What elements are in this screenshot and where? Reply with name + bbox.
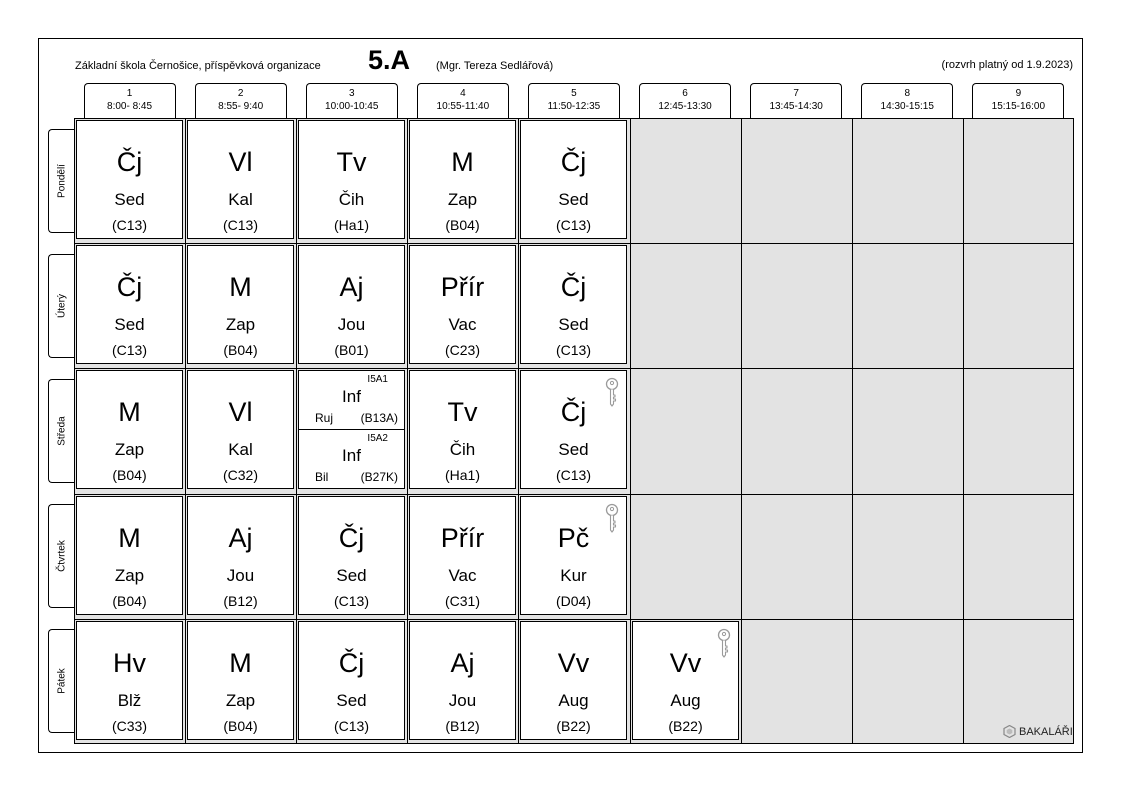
lesson-cell [187, 370, 294, 489]
teacher: Jou [337, 315, 366, 334]
lesson-cell [187, 621, 294, 740]
lesson-cell [632, 621, 739, 740]
subject: Vv [557, 648, 590, 678]
subject: Čj [116, 147, 143, 177]
group-name: I5A2 [367, 433, 388, 444]
teacher: Sed [336, 566, 367, 585]
lesson-cell [187, 120, 294, 239]
day-name: Pondělí [56, 163, 67, 198]
lesson-cell [520, 370, 627, 489]
room: (C13) [222, 217, 258, 233]
room: (D04) [555, 593, 591, 609]
teacher: Sed [336, 691, 367, 710]
lesson-cell [409, 245, 516, 364]
lesson-cell [520, 496, 627, 615]
period-number: 7 [793, 88, 799, 99]
grid-line-horizontal [74, 368, 1074, 369]
room: (C13) [111, 217, 147, 233]
teacher: Aug [670, 691, 701, 710]
room: (C32) [222, 467, 258, 483]
period-header [972, 83, 1064, 118]
lesson-cell [298, 370, 405, 489]
grid-line-vertical [630, 118, 631, 744]
teacher: Zap [225, 691, 256, 710]
day-label [48, 379, 74, 483]
bakalari-logo-text: BAKALÁŘI [1019, 726, 1073, 738]
lesson-cell [298, 621, 405, 740]
teacher: Blž [117, 691, 142, 710]
school-name: Základní škola Černošice, příspěvková organizace [75, 60, 321, 72]
room: (C13) [111, 342, 147, 358]
grid-line-vertical [852, 118, 853, 744]
subject: M [451, 147, 474, 177]
lesson-cell [187, 496, 294, 615]
subject: Inf [342, 387, 361, 406]
lesson-cell [76, 496, 183, 615]
bakalari-logo-icon [1003, 725, 1016, 738]
subject: Hv [113, 648, 146, 678]
day-label [48, 254, 74, 358]
subject: Vl [228, 147, 253, 177]
subject: Vl [228, 397, 253, 427]
subject: Tv [447, 397, 478, 427]
period-header [861, 83, 953, 118]
period-number: 6 [682, 88, 688, 99]
period-number: 9 [1015, 88, 1022, 99]
lesson-group [299, 430, 404, 488]
subject: Čj [560, 397, 587, 427]
key-icon [605, 377, 619, 407]
teacher: Zap [447, 190, 478, 209]
lesson-cell [76, 621, 183, 740]
day-label [48, 504, 74, 608]
lesson-cell [520, 245, 627, 364]
teacher: Sed [558, 440, 589, 459]
room: (Ha1) [333, 217, 369, 233]
room: (B22) [668, 718, 703, 734]
valid-from: (rozvrh platný od 1.9.2023) [941, 59, 1073, 71]
day-name: Čtvrtek [56, 540, 67, 573]
grid-line-horizontal [74, 243, 1074, 244]
teacher: Zap [114, 440, 145, 459]
period-time: 10:55-11:40 [436, 101, 490, 112]
period-header [750, 83, 842, 118]
room: (B04) [112, 467, 147, 483]
grid-line-vertical [518, 118, 519, 744]
lesson-cell [187, 245, 294, 364]
lesson-cell [298, 245, 405, 364]
teacher: Sed [558, 190, 589, 209]
room: (B04) [223, 342, 258, 358]
subject: Čj [116, 272, 143, 302]
period-number: 8 [904, 88, 911, 99]
period-number: 3 [348, 88, 355, 99]
teacher: Vac [448, 315, 477, 334]
lesson-group [299, 371, 404, 430]
room: (C13) [555, 467, 591, 483]
teacher: Ruj [315, 411, 334, 425]
subject: Čj [338, 523, 365, 553]
room: (C13) [555, 342, 591, 358]
subject: Aj [228, 523, 253, 553]
day-name: Pátek [56, 668, 67, 695]
teacher: Kal [228, 440, 253, 459]
subject: Čj [560, 147, 587, 177]
teacher: Vac [448, 566, 477, 585]
day-label [48, 629, 74, 733]
room: (B27K) [360, 470, 398, 484]
room: (B12) [445, 718, 480, 734]
lesson-cell [76, 370, 183, 489]
period-number: 2 [237, 88, 244, 99]
room: (B12) [223, 593, 258, 609]
period-time: 12:45-13:30 [658, 101, 712, 112]
subject: Aj [450, 648, 475, 678]
key-icon [605, 503, 619, 533]
period-time: 13:45-14:30 [769, 101, 823, 112]
room: (B04) [445, 217, 480, 233]
subject: Přír [440, 272, 485, 302]
period-time: 14:30-15:15 [880, 101, 934, 112]
lesson-cell [520, 621, 627, 740]
lesson-cell [409, 370, 516, 489]
period-header [417, 83, 509, 118]
period-time: 15:15-16:00 [991, 101, 1046, 112]
teacher: Jou [448, 691, 477, 710]
grid-line-horizontal [74, 619, 1074, 620]
grid-line-vertical [407, 118, 408, 744]
room: (C13) [333, 593, 369, 609]
teacher: Sed [558, 315, 589, 334]
subject: Aj [339, 272, 364, 302]
teacher: Sed [114, 190, 145, 209]
subject: Pč [557, 523, 590, 553]
subject: M [118, 523, 141, 553]
subject: Přír [440, 523, 485, 553]
room: (C13) [555, 217, 591, 233]
room: (C33) [111, 718, 147, 734]
period-header [84, 83, 176, 118]
room: (C31) [444, 593, 480, 609]
teacher: Zap [225, 315, 256, 334]
subject: M [229, 272, 252, 302]
teacher: Zap [114, 566, 145, 585]
room: (Ha1) [444, 467, 480, 483]
period-header [639, 83, 731, 118]
period-number: 5 [571, 88, 577, 99]
subject: Inf [342, 446, 361, 465]
lesson-cell [409, 120, 516, 239]
subject: M [118, 397, 141, 427]
grid-line-vertical [963, 118, 964, 744]
lesson-cell [76, 120, 183, 239]
room: (B01) [334, 342, 369, 358]
day-label [48, 129, 74, 233]
period-time: 8:00- 8:45 [107, 101, 153, 112]
period-header [306, 83, 398, 118]
period-time: 10:00-10:45 [325, 101, 379, 112]
teacher: Čih [338, 190, 365, 209]
room: (B22) [556, 718, 591, 734]
lesson-cell [409, 621, 516, 740]
day-name: Úterý [56, 293, 67, 318]
teacher: Bil [315, 470, 329, 484]
room: (C13) [333, 718, 369, 734]
teacher: Sed [114, 315, 145, 334]
teacher: Čih [449, 440, 476, 459]
subject: Tv [336, 147, 367, 177]
grid-line-horizontal [74, 494, 1074, 495]
subject: Vv [669, 648, 702, 678]
room: (B13A) [360, 411, 398, 425]
day-name: Středa [56, 416, 67, 446]
lesson-cell [409, 496, 516, 615]
lesson-cell [298, 120, 405, 239]
period-header [195, 83, 287, 118]
bakalari-logo [1003, 725, 1073, 738]
class-teacher: (Mgr. Tereza Sedlářová) [436, 60, 554, 72]
lesson-cell [76, 245, 183, 364]
period-time: 11:50-12:35 [547, 101, 601, 112]
teacher: Kal [228, 190, 253, 209]
period-number: 4 [460, 88, 466, 99]
room: (B04) [223, 718, 258, 734]
subject: M [229, 648, 252, 678]
period-time: 8:55- 9:40 [218, 101, 264, 112]
room: (B04) [112, 593, 147, 609]
subject: Čj [338, 648, 365, 678]
key-icon [717, 628, 731, 658]
teacher: Aug [558, 691, 589, 710]
grid-line-vertical [185, 118, 186, 744]
period-number: 1 [126, 88, 133, 99]
group-name: I5A1 [367, 374, 388, 385]
grid-line-vertical [296, 118, 297, 744]
grid-line-vertical [741, 118, 742, 744]
class-name: 5.A [368, 45, 411, 75]
period-header [528, 83, 620, 118]
teacher: Kur [560, 566, 587, 585]
lesson-cell [520, 120, 627, 239]
lesson-cell [298, 496, 405, 615]
subject: Čj [560, 272, 587, 302]
room: (C23) [444, 342, 480, 358]
teacher: Jou [226, 566, 255, 585]
